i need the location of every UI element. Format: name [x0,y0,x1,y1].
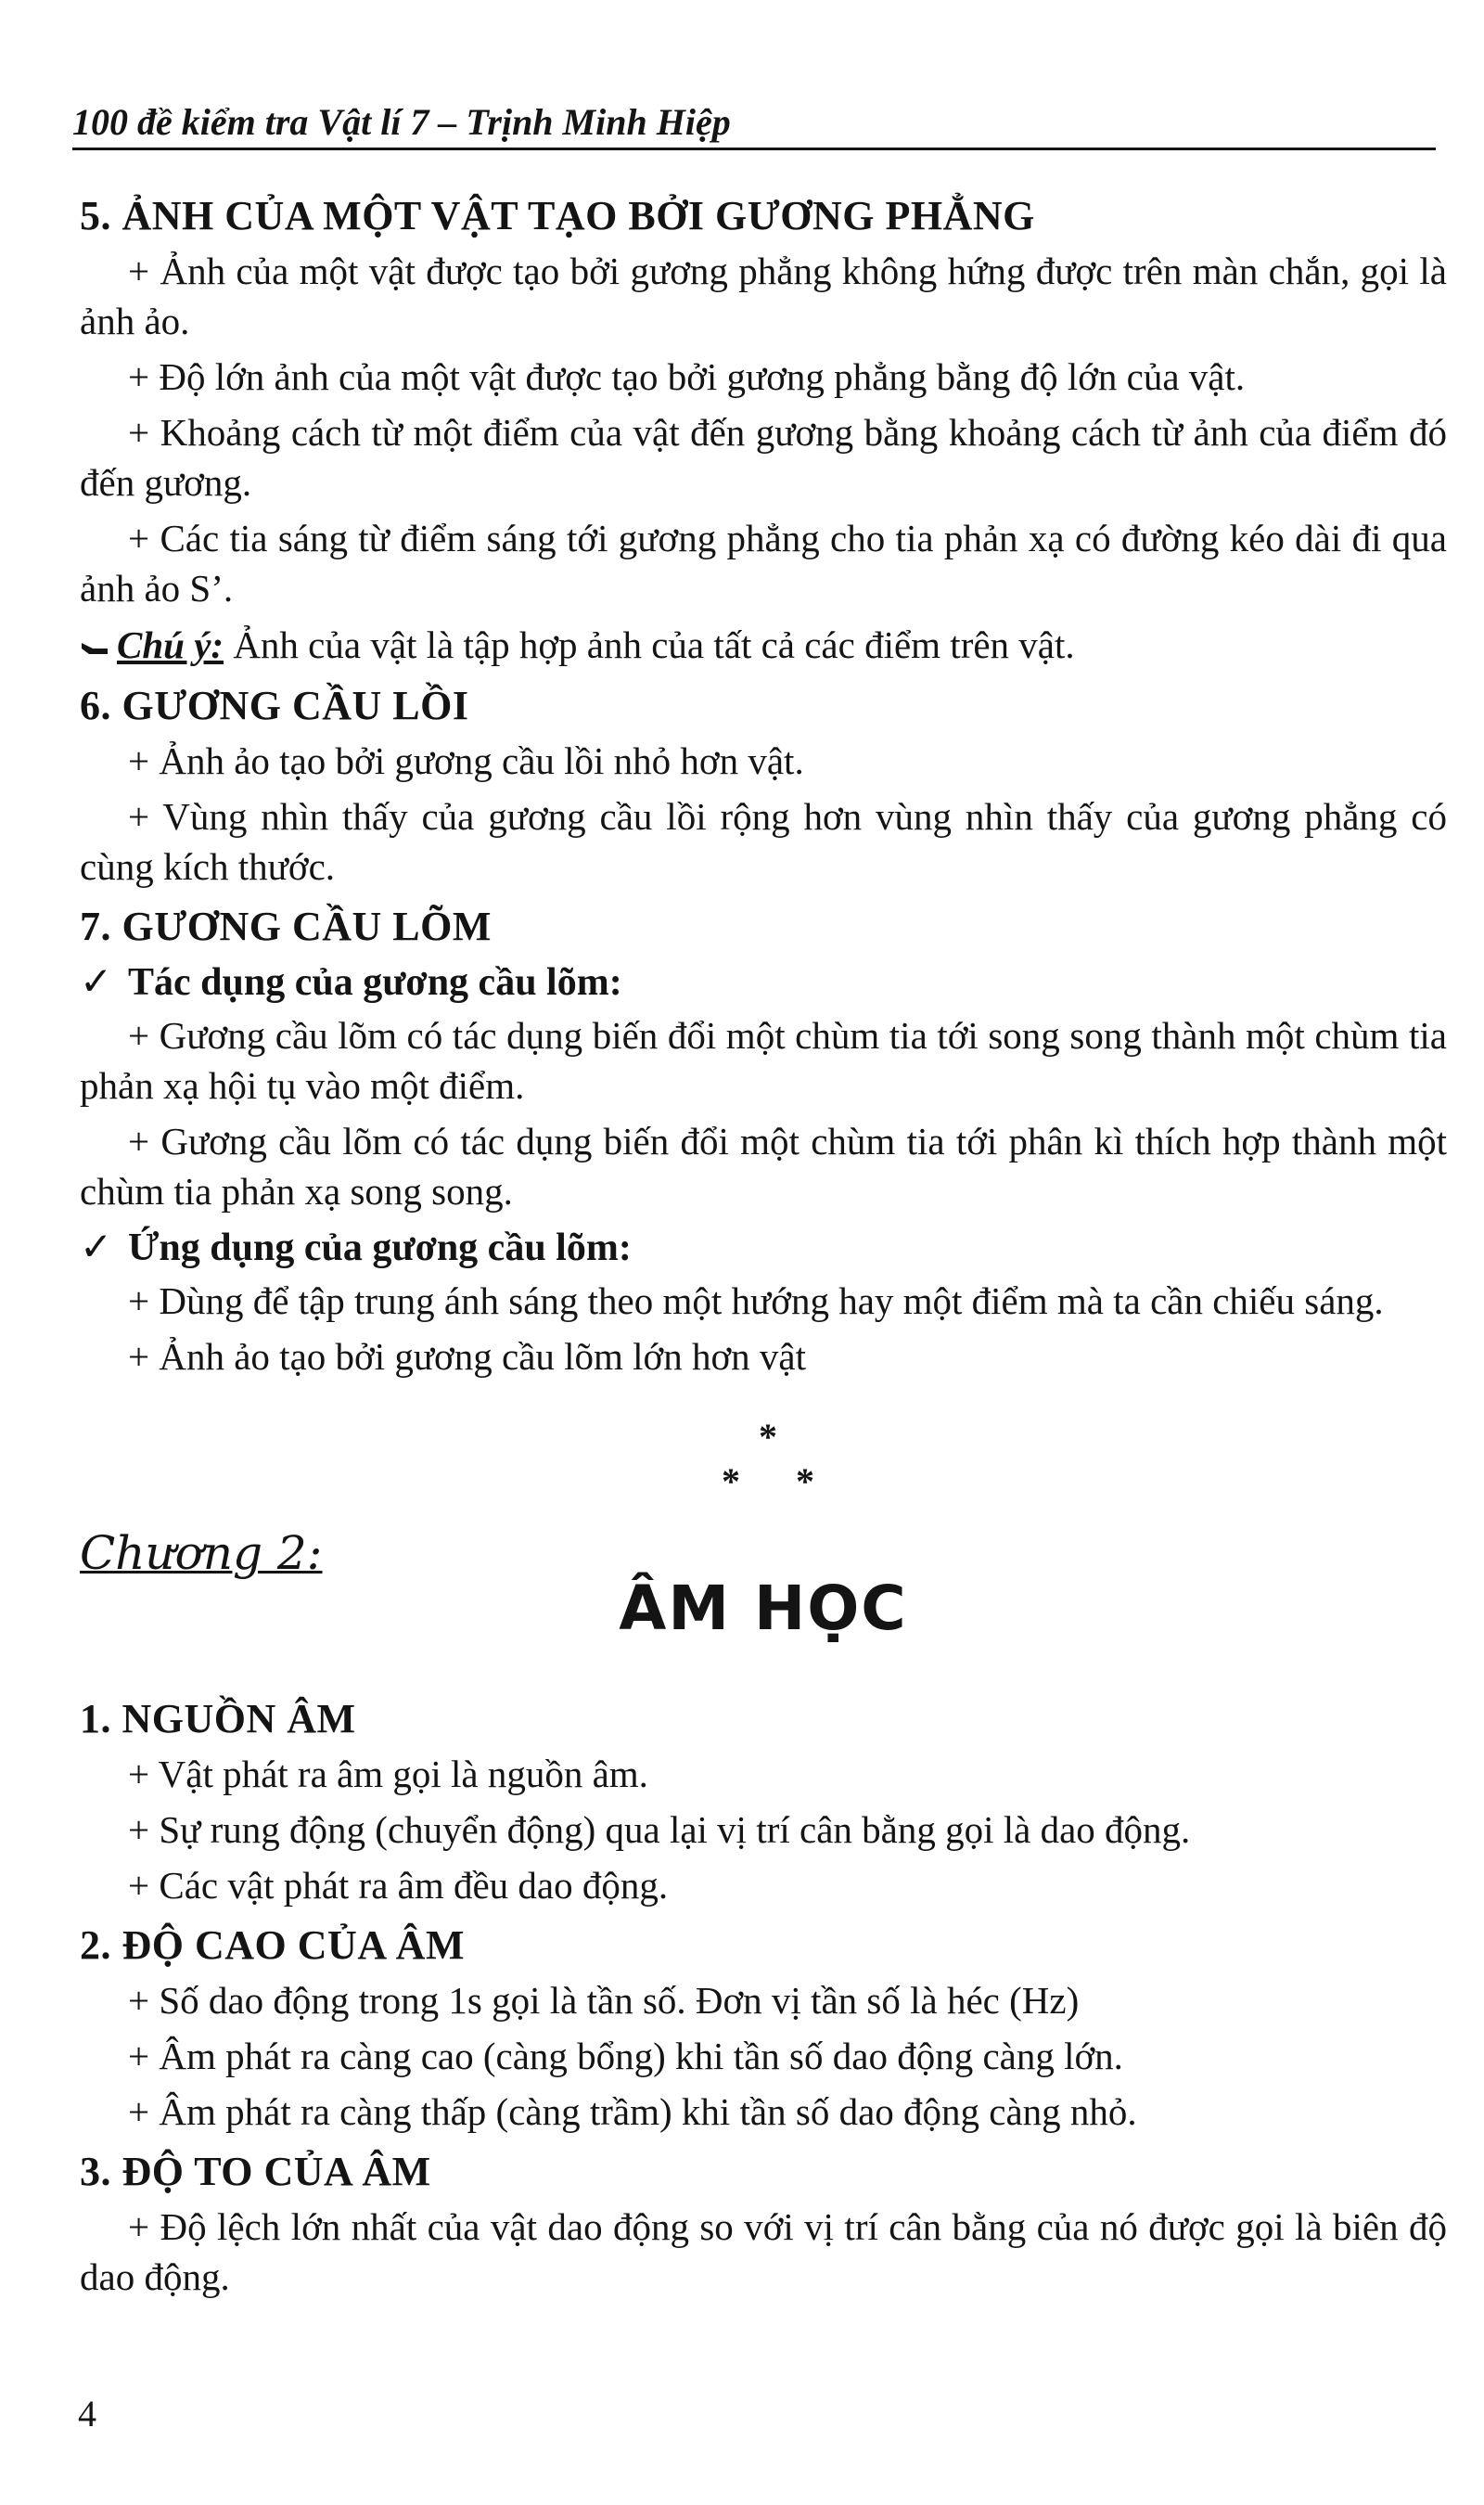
paragraph: + Âm phát ra càng thấp (càng trầm) khi tần số dao động càng nhỏ. [128,2090,1137,2133]
paragraph-text: + Ảnh của một vật được tạo bởi gương phẳng không hứng được trên màn chắn, gọi là ảnh ảo. [80,250,1447,342]
paragraph [80,407,1447,507]
section-3-title: 3. ĐỘ TO CỦA ÂM [80,2149,431,2194]
paragraph-text: + Các tia sáng từ điểm sáng tới gương phẳng cho tia phản xạ có đường kéo dài đi qua ảnh ảo S’. [80,517,1447,610]
checkmark-icon: ✓ [80,1227,113,1269]
section-2-title: 2. ĐỘ CAO CỦA ÂM [80,1922,465,1968]
running-header: 100 đề kiểm tra Vật lí 7 – Trịnh Minh Hiệp [72,100,1436,150]
separator-star: * [759,1416,777,1458]
paragraph: + Vật phát ra âm gọi là nguồn âm. [128,1753,648,1795]
section-6-title: 6. GƯƠNG CẦU LỒI [80,683,469,728]
chapter-title: ÂM HỌC [619,1573,908,1644]
paragraph: + Sự rung động (chuyển động) qua lại vị trí cân bằng gọi là dao động. [128,1808,1191,1851]
paragraph-text: + Gương cầu lõm có tác dụng biến đổi một chùm tia tới song song thành một chùm tia phản xạ hội tụ vào một điểm. [80,1014,1447,1107]
note-text: Ảnh của vật là tập hợp ảnh của tất cả các điểm trên vật. [224,623,1075,666]
page-body [80,181,1447,2307]
paragraph: + Số dao động trong 1s gọi là tần số. Đơn vị tần số là héc (Hz) [128,1979,1080,2022]
paragraph: + Ảnh ảo tạo bởi gương cầu lõm lớn hơn vật [128,1335,807,1378]
paragraph [80,246,1447,346]
note-label: Chú ý: [117,623,224,666]
paragraph: + Ảnh ảo tạo bởi gương cầu lồi nhỏ hơn vật. [128,739,804,782]
separator-star: * [796,1460,814,1502]
paragraph-text: + Độ lệch lớn nhất của vật dao động so với vị trí cân bằng của nó được gọi là biên độ dao động. [80,2205,1447,2298]
paragraph [80,1116,1447,1216]
paragraph [80,2202,1447,2302]
note [80,619,1447,671]
paragraph-text: + Khoảng cách từ một điểm của vật đến gương bằng khoảng cách từ ảnh của điểm đó đến gương. [80,411,1447,504]
section-separator [80,1387,1447,1526]
paragraph: + Độ lớn ảnh của một vật được tạo bởi gương phẳng bằng độ lớn của vật. [128,355,1246,398]
separator-star: * [722,1460,740,1502]
pointing-hand-icon [80,619,117,671]
section-5-title: 5. ẢNH CỦA MỘT VẬT TẠO BỞI GƯƠNG PHẲNG [80,193,1035,238]
paragraph-text: + Vùng nhìn thấy của gương cầu lồi rộng hơn vùng nhìn thấy của gương phẳng có cùng kích thước. [80,795,1447,888]
paragraph: + Các vật phát ra âm đều dao động. [128,1864,669,1907]
paragraph [80,513,1447,613]
section-1-title: 1. NGUỒN ÂM [80,1696,356,1741]
subheading [80,1222,1447,1274]
paragraph: + Âm phát ra càng cao (càng bổng) khi tần số dao động càng lớn. [128,2035,1123,2077]
subheading-text: Ứng dụng của gương cầu lõm: [128,1227,632,1269]
paragraph [80,1010,1447,1111]
paragraph-text: + Gương cầu lõm có tác dụng biến đổi một chùm tia tới phân kì thích hợp thành một chùm tia phản xạ song song. [80,1120,1447,1213]
section-7-title: 7. GƯƠNG CẦU LÕM [80,904,492,949]
paragraph: + Dùng để tập trung ánh sáng theo một hướng hay một điểm mà ta cần chiếu sáng. [128,1279,1384,1322]
page-number: 4 [78,2393,96,2434]
spacer [80,1647,1447,1684]
chapter-heading [80,1526,1447,1647]
subheading [80,957,1447,1008]
checkmark-icon: ✓ [80,961,113,1004]
chapter-label: Chương 2: [80,1526,323,1580]
paragraph [80,791,1447,892]
subheading-text: Tác dụng của gương cầu lõm: [128,961,622,1004]
